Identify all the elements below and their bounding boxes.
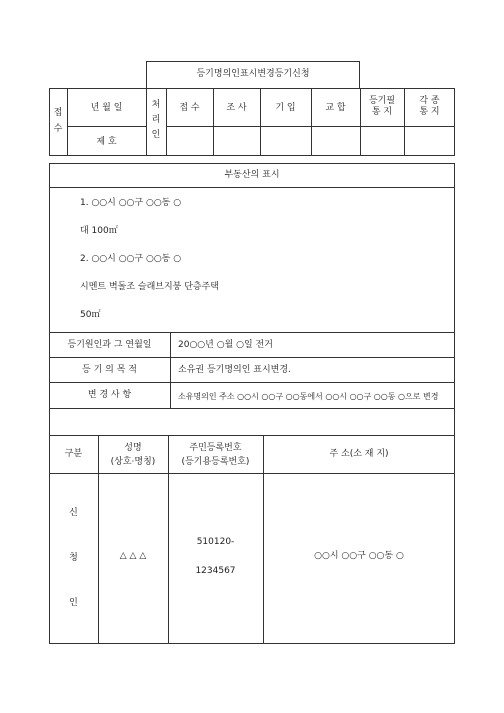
processor-label-2: 리 — [151, 115, 161, 125]
date-label: 년 월 일 — [90, 103, 123, 113]
col-registration-notice: 등기필 통 지 — [368, 96, 396, 117]
col-various-notice: 각 종 통 지 — [419, 96, 440, 117]
property-line-1: 1. ○○시 ○○구 ○○동 ○ — [80, 198, 182, 208]
row-purpose-value: 소유권 등기명의인 표시변경. — [178, 365, 291, 375]
row-cause-label: 등기원인과 그 연월일 — [67, 340, 152, 350]
col-address: 주 소(소 재 지) — [329, 449, 389, 459]
col-collation: 교 합 — [325, 103, 346, 113]
receipt-label-2: 수 — [53, 124, 63, 134]
property-line-5: 50㎡ — [80, 310, 101, 320]
row-purpose-label: 등 기 의 목 적 — [82, 365, 137, 375]
processor-label-3: 인 — [151, 130, 161, 140]
receipt-label-1: 접 — [53, 108, 63, 118]
col-division: 구분 — [64, 449, 83, 459]
property-line-4: 시멘트 벽돌조 슬래브지붕 단층주택 — [80, 282, 219, 292]
applicant-label-1: 신 — [69, 508, 78, 518]
applicant-id-line1: 510120- — [196, 537, 235, 547]
col-name: 성명 (상호·명칭) — [110, 443, 156, 467]
col-receipt: 접 수 — [179, 103, 200, 113]
applicant-name: △ △ △ — [119, 551, 147, 561]
property-heading: 부동산의 표시 — [224, 170, 280, 180]
form-title: 등기명의인표시변경등기신청 — [196, 69, 310, 79]
col-entry: 기 입 — [275, 103, 296, 113]
applicant-label-3: 인 — [69, 598, 78, 608]
applicant-label-2: 청 — [69, 553, 78, 563]
col-id-number: 주민등록번호 (등기용등록번호) — [181, 443, 250, 467]
applicant-address: ○○시 ○○구 ○○동 ○ — [314, 551, 404, 561]
property-line-2: 대 100㎡ — [80, 226, 118, 236]
processor-label-1: 처 — [151, 100, 161, 110]
row-change-label: 변 경 사 항 — [87, 390, 132, 400]
col-investigation: 조 사 — [226, 103, 247, 113]
number-label: 제 호 — [96, 137, 117, 147]
property-line-3: 2. ○○시 ○○구 ○○동 ○ — [80, 254, 182, 264]
row-change-value: 소유명의인 주소 ○○시 ○○구 ○○동에서 ○○시 ○○구 ○○동 ○으로 변경 — [178, 392, 439, 401]
row-cause-value: 20○○년 ○월 ○일 전거 — [178, 340, 273, 350]
applicant-id-line2: 1234567 — [195, 566, 236, 576]
